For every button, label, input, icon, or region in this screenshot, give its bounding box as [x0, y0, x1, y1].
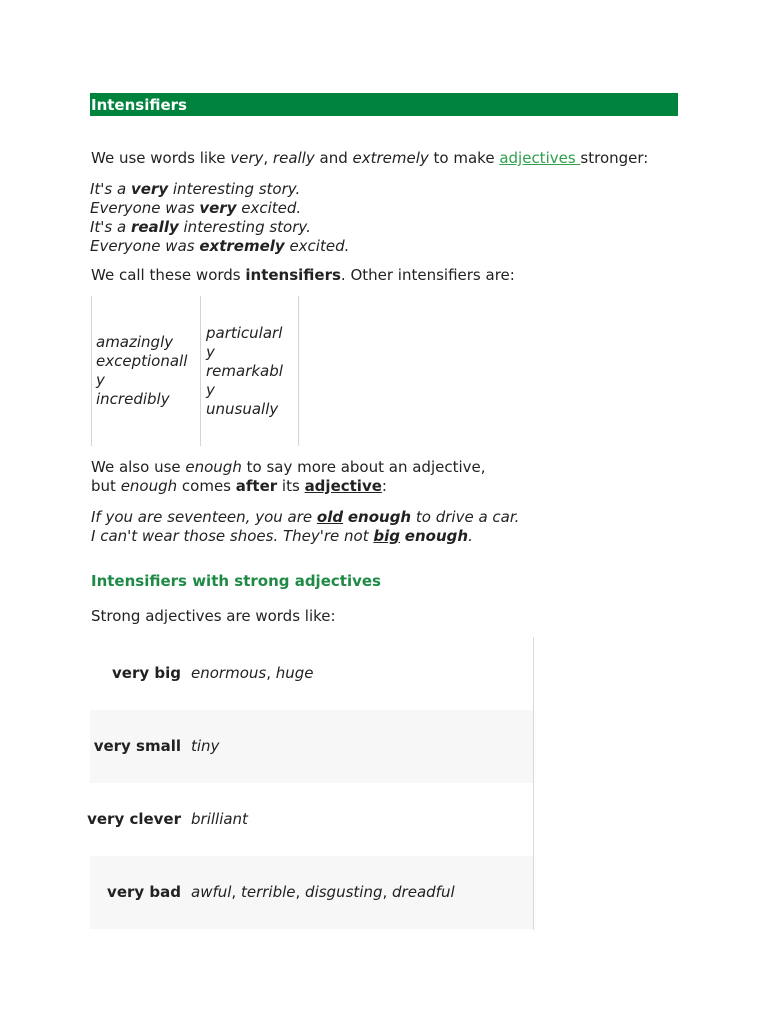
intro-word-really: really	[272, 149, 315, 167]
intensifiers-term: intensifiers	[245, 266, 341, 284]
row-key: very bad	[107, 883, 181, 901]
row-key: very big	[112, 664, 181, 682]
page-title: Intensifiers	[90, 93, 678, 116]
intro-paragraph	[91, 149, 648, 168]
intensifiers-paragraph: We call these words intensifiers. Other intensifiers are:	[91, 266, 515, 284]
example-sentence: I can't wear those shoes. They're not big enough.	[91, 527, 473, 545]
list-item: exceptionally	[96, 352, 188, 389]
enough-paragraph: We also use enough to say more about an adjective, but enough comes after its adjective:	[91, 458, 486, 495]
list-item: incredibly	[96, 390, 170, 408]
table-divider	[298, 296, 299, 446]
example-sentence: If you are seventeen, you are old enough to drive a car.	[91, 508, 520, 526]
row-values: brilliant	[191, 810, 248, 828]
example-sentence: It's a very interesting story.	[90, 180, 301, 198]
intro-word-very: very	[230, 149, 264, 167]
strong-adjectives-table	[87, 637, 534, 930]
list-item: remarkably	[206, 362, 283, 399]
table-row	[90, 637, 533, 710]
intro-text: and	[314, 149, 353, 167]
section-heading: Intensifiers with strong adjectives	[91, 572, 381, 590]
intensifiers-table	[91, 296, 299, 446]
example-sentence: It's a really interesting story.	[90, 218, 311, 236]
row-key: very clever	[87, 810, 181, 828]
row-values: awful, terrible, disgusting, dreadful	[191, 883, 455, 901]
enough-examples	[91, 508, 519, 546]
examples-block	[90, 180, 349, 256]
table-row	[90, 710, 533, 783]
table-divider	[91, 296, 92, 446]
table-divider	[200, 296, 201, 446]
intro-text: We use words like	[91, 149, 231, 167]
intensifiers-column-1	[96, 333, 191, 409]
row-values: enormous, huge	[191, 664, 314, 682]
list-item: particularly	[206, 324, 283, 361]
table-row	[90, 856, 533, 929]
example-sentence: Everyone was extremely excited.	[90, 237, 350, 255]
intro-text: stronger:	[580, 149, 649, 167]
row-key: very small	[93, 737, 181, 755]
intro-word-extremely: extremely	[352, 149, 429, 167]
row-values: tiny	[191, 737, 220, 755]
list-item: amazingly	[96, 333, 174, 351]
intensifiers-column-2	[206, 324, 286, 419]
table-row	[87, 783, 533, 856]
section-intro: Strong adjectives are words like:	[91, 607, 336, 625]
list-item: unusually	[206, 400, 279, 418]
example-sentence: Everyone was very excited.	[90, 199, 302, 217]
intro-comma: ,	[263, 149, 273, 167]
adjectives-link[interactable]: adjectives	[499, 149, 581, 167]
table-divider	[533, 637, 534, 930]
intro-text: to make	[428, 149, 500, 167]
